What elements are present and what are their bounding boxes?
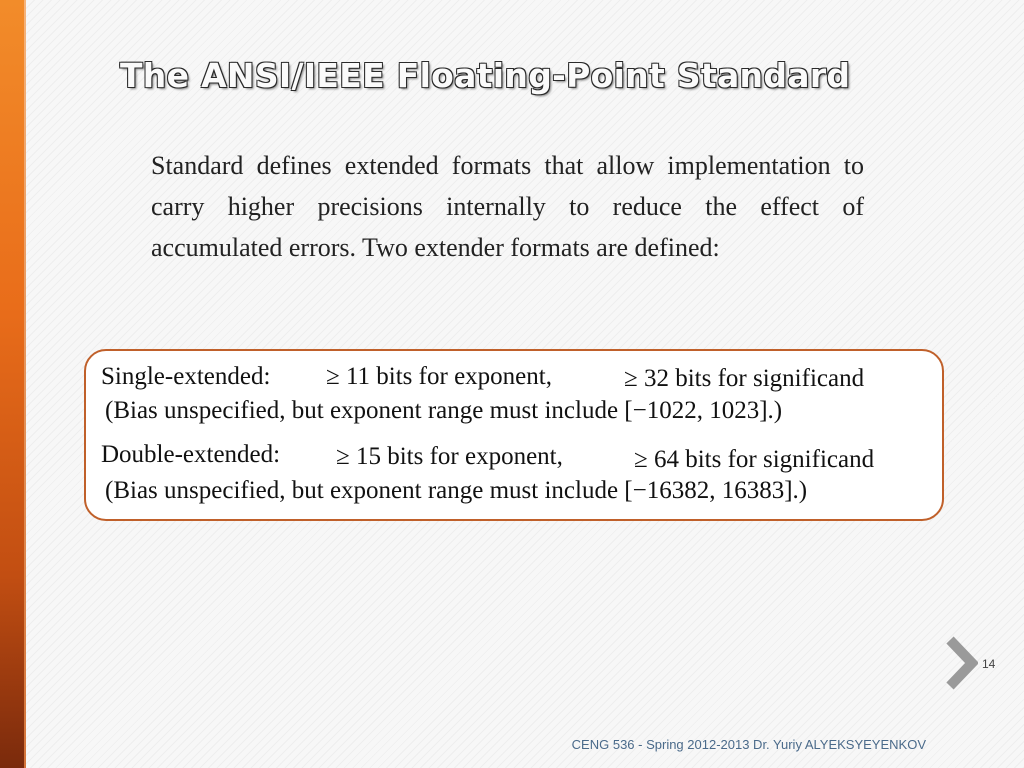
accent-sidebar	[0, 0, 24, 768]
footer-text: CENG 536 - Spring 2012-2013 Dr. Yuriy ALYEKSYEYENKOV	[571, 737, 926, 752]
body-paragraph: Standard defines extended formats that allow implementation to carry higher precisions internally to reduce the effect of accumulated errors. Two extender formats are defined:	[151, 151, 864, 262]
double-extended-note: (Bias unspecified, but exponent range must include [−16382, 16383].)	[105, 477, 808, 504]
single-extended-exponent: ≥ 11 bits for exponent,	[326, 363, 552, 390]
single-extended-label: Single-extended:	[101, 363, 271, 390]
slide-title: The ANSI/IEEE Floating-Point Standard	[120, 56, 851, 95]
double-extended-exponent: ≥ 15 bits for exponent,	[336, 443, 563, 470]
single-extended-note: (Bias unspecified, but exponent range must include [−1022, 1023].)	[105, 397, 783, 424]
single-extended-significand: ≥ 32 bits for significand	[624, 365, 865, 392]
extended-formats-box	[84, 349, 944, 521]
double-extended-label: Double-extended:	[101, 441, 281, 468]
chevron-right-icon[interactable]	[944, 636, 978, 690]
double-extended-significand: ≥ 64 bits for significand	[634, 446, 875, 473]
accent-sidebar-line	[24, 0, 26, 768]
page-number: 14	[982, 657, 996, 671]
